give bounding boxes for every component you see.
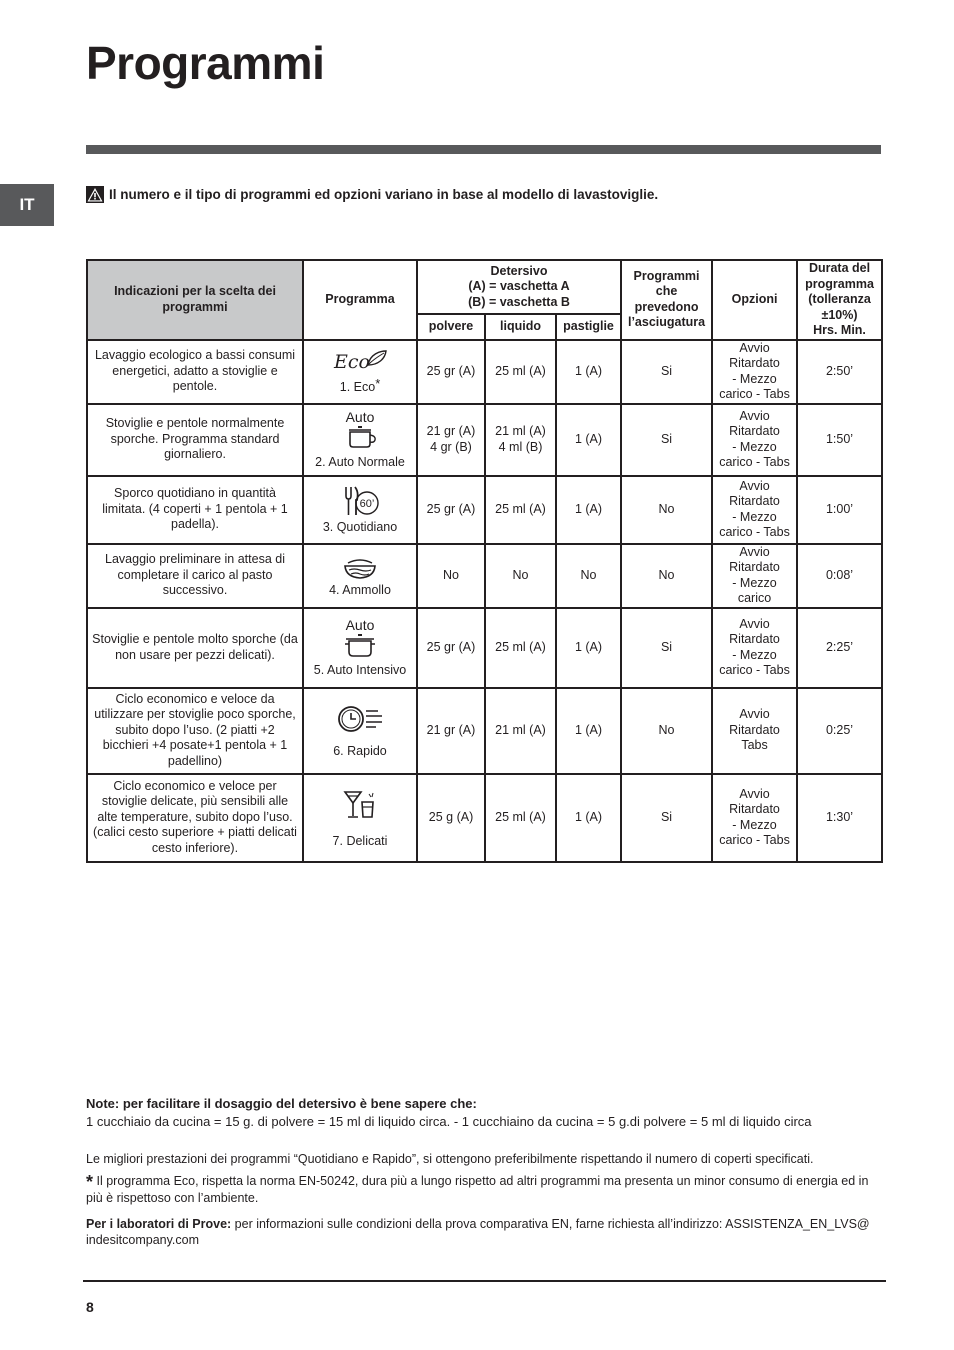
page-number: 8 (86, 1299, 94, 1315)
row-program (303, 774, 417, 862)
row-tablets: 1 (A) (556, 608, 621, 688)
row-options: Avvio Ritardato - Mezzo carico - Tabs (712, 404, 797, 476)
svg-text:60’: 60’ (359, 497, 375, 510)
row-drying: No (621, 476, 712, 544)
header-liquid: liquido (485, 314, 556, 340)
performance-note: Le migliori prestazioni dei programmi “Quotidiano e Rapido”, si ottengono preferibilmente rispettando il numero di coperti specificati. (86, 1152, 814, 1166)
eco-leaf-icon (332, 348, 388, 374)
table-row (87, 774, 882, 862)
lab-text: per informazioni sulle condizioni della prova comparativa EN, farne richiesta all’indirizzo: ASSISTENZA_EN_LVS@ indesitcompany.com (86, 1217, 870, 1247)
dosage-note (86, 1096, 886, 1129)
row-tablets: 1 (A) (556, 476, 621, 544)
row-options: Avvio Ritardato - Mezzo carico - Tabs (712, 774, 797, 862)
program-name: 6. Rapido (333, 743, 387, 758)
row-tablets: No (556, 544, 621, 608)
table-row (87, 340, 882, 404)
eco-asterisk: * (375, 375, 381, 391)
row-powder: No (417, 544, 485, 608)
row-duration: 1:00’ (797, 476, 882, 544)
asterisk-mark: * (86, 1172, 94, 1192)
row-powder: 25 gr (A) (417, 476, 485, 544)
row-program (303, 404, 417, 476)
row-duration: 1:50’ (797, 404, 882, 476)
row-description: Ciclo economico e veloce da utilizzare per stoviglie poco sporche, subito dopo l’uso. (2 piatti +2 bicchieri +4 posate+1 pentola + 1 padellino) (87, 688, 303, 774)
table-row (87, 476, 882, 544)
row-drying: No (621, 544, 712, 608)
lab-title: Per i laboratori di Prove: (86, 1217, 232, 1231)
eco-note (86, 1174, 886, 1206)
dosage-text: 1 cucchiaio da cucina = 15 g. di polvere = 15 ml di liquido circa. - 1 cucchiaino da cucina = 5 g.di polvere = 5 ml di liquido circa (86, 1113, 812, 1129)
row-program (303, 476, 417, 544)
row-tablets: 1 (A) (556, 688, 621, 774)
program-name: 4. Ammollo (329, 582, 391, 597)
svg-text:Auto: Auto (345, 616, 375, 633)
row-liquid: No (485, 544, 556, 608)
delicate-glasses-icon (340, 786, 380, 826)
row-options: Avvio Ritardato - Mezzo carico - Tabs (712, 340, 797, 404)
warning-triangle-icon (86, 186, 104, 203)
program-name: 5. Auto Intensivo (313, 662, 407, 677)
row-liquid: 25 ml (A) (485, 476, 556, 544)
header-drying: Programmi che prevedono l’asciugatura (621, 260, 712, 340)
row-drying: Si (621, 404, 712, 476)
program-name: 7. Delicati (332, 833, 388, 848)
row-liquid: 25 ml (A) (485, 774, 556, 862)
row-drying: Si (621, 774, 712, 862)
svg-text:Auto: Auto (345, 408, 375, 425)
row-tablets: 1 (A) (556, 774, 621, 862)
row-drying: Si (621, 340, 712, 404)
row-liquid: 21 ml (A) (485, 688, 556, 774)
warning-text: Il numero e il tipo di programmi ed opzioni variano in base al modello di lavastoviglie. (109, 187, 659, 202)
cutlery-60-icon (340, 484, 380, 518)
row-options: Avvio Ritardato - Mezzo carico - Tabs (712, 476, 797, 544)
program-name: 3. Quotidiano (322, 519, 398, 534)
row-duration: 0:08’ (797, 544, 882, 608)
row-description: Ciclo economico e veloce per stoviglie delicate, più sensibili alle alte temperature, subito dopo l’uso. (calici cesto superiore + piatti delicati cesto inferiore). (87, 774, 303, 862)
program-name: 2. Auto Normale (315, 454, 405, 469)
header-options: Opzioni (712, 260, 797, 340)
row-options: Avvio Ritardato - Mezzo carico - Tabs (712, 608, 797, 688)
language-tab: IT (0, 184, 54, 226)
table-row (87, 608, 882, 688)
dosage-title: Note: per facilitare il dosaggio del detersivo è bene sapere che: (86, 1096, 477, 1111)
auto-intensive-pot-icon (337, 617, 383, 661)
soak-bowl-icon (340, 553, 380, 581)
header-tablets: pastiglie (556, 314, 621, 340)
warning-notice (86, 186, 658, 203)
footer-divider (83, 1280, 886, 1282)
row-tablets: 1 (A) (556, 340, 621, 404)
row-program (303, 340, 417, 404)
row-duration: 2:50’ (797, 340, 882, 404)
row-tablets: 1 (A) (556, 404, 621, 476)
row-duration: 0:25’ (797, 688, 882, 774)
row-description: Stoviglie e pentole molto sporche (da non usare per pezzi delicati). (87, 608, 303, 688)
row-description: Stoviglie e pentole normalmente sporche. Programma standard giornaliero. (87, 404, 303, 476)
row-description: Sporco quotidiano in quantità limitata. (4 coperti + 1 pentola + 1 padella). (87, 476, 303, 544)
header-program: Programma (303, 260, 417, 340)
title-divider (86, 145, 881, 154)
svg-text:Eco: Eco (334, 350, 370, 373)
programs-table (86, 259, 883, 863)
row-liquid: 21 ml (A) 4 ml (B) (485, 404, 556, 476)
row-program (303, 688, 417, 774)
row-drying: Si (621, 608, 712, 688)
row-description: Lavaggio ecologico a bassi consumi energetici, adatto a stoviglie e pentole. (87, 340, 303, 404)
row-powder: 25 gr (A) (417, 608, 485, 688)
rapid-clock-icon (336, 702, 384, 736)
row-powder: 21 gr (A) (417, 688, 485, 774)
table-row (87, 404, 882, 476)
row-powder: 25 gr (A) (417, 340, 485, 404)
program-name: 1. Eco (339, 379, 376, 394)
eco-note-text: Il programma Eco, rispetta la norma EN-50242, dura più a lungo rispetto ad altri programmi ma presenta un minor consumo di energia ed in più è rispettoso con l’ambiente. (86, 1174, 869, 1205)
row-duration: 2:25’ (797, 608, 882, 688)
row-description: Lavaggio preliminare in attesa di completare il carico al pasto successivo. (87, 544, 303, 608)
row-duration: 1:30’ (797, 774, 882, 862)
table-row (87, 688, 882, 774)
row-powder: 25 g (A) (417, 774, 485, 862)
row-program (303, 544, 417, 608)
auto-pot-icon (337, 409, 383, 453)
row-program (303, 608, 417, 688)
header-choice: Indicazioni per la scelta dei programmi (87, 260, 303, 340)
table-row (87, 544, 882, 608)
page-title: Programmi (86, 37, 325, 89)
header-detergent: Detersivo (A) = vaschetta A (B) = vaschetta B (417, 260, 621, 314)
row-options: Avvio Ritardato - Mezzo carico (712, 544, 797, 608)
row-drying: No (621, 688, 712, 774)
lab-note (86, 1217, 886, 1248)
row-powder: 21 gr (A) 4 gr (B) (417, 404, 485, 476)
row-liquid: 25 ml (A) (485, 340, 556, 404)
row-options: Avvio Ritardato Tabs (712, 688, 797, 774)
header-duration: Durata del programma (tolleranza ±10%) Hrs. Min. (797, 260, 882, 340)
header-powder: polvere (417, 314, 485, 340)
row-liquid: 25 ml (A) (485, 608, 556, 688)
